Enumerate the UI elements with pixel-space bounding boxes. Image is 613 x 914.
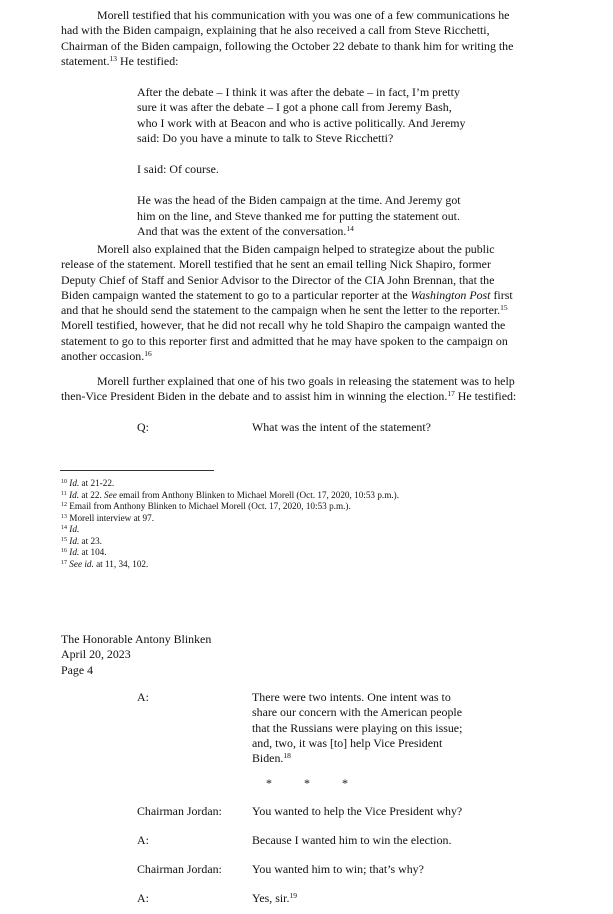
quote-line [137, 224, 465, 239]
footnote [61, 490, 399, 502]
testimony-text: You wanted to help the Vice President why? [252, 804, 463, 818]
testimony-text: Because I wanted him to win the election. [252, 833, 452, 847]
text-span: Yes, sir. [252, 891, 290, 905]
citation-text: at 21-22. [79, 478, 115, 488]
text-span: then-Vice President Biden in the debate and to assist him in winning the election. [61, 389, 448, 404]
letter-date: April 20, 2023 [61, 647, 131, 662]
text-line [61, 54, 513, 69]
footnote [61, 536, 399, 548]
page-number: Page 4 [61, 662, 94, 677]
speaker-label: A: [137, 690, 149, 704]
text-span: Biden. [252, 751, 284, 766]
omission-stars [250, 774, 364, 792]
quote-line: After the debate – I think it was after the debate – in fact, I’m pretty [137, 85, 460, 99]
text-line: Deputy Chief of Staff and Senior Advisor to the Director of the CIA John Brennan, that the [61, 272, 495, 287]
footnote [61, 513, 399, 525]
text-line: Morell further explained that one of his two goals in releasing the statement was to help [97, 374, 515, 388]
paragraph-intent-goals [61, 374, 516, 405]
quote-line: who I work with at Beacon and who is active politically. And Jeremy [137, 115, 466, 130]
text-line [61, 288, 513, 303]
text-span: And that was the extent of the conversation. [137, 224, 347, 239]
star: * [266, 776, 272, 790]
text-span: another occasion. [61, 349, 145, 364]
text-line: Morell testified that his communication with you was one of a few communications he [97, 8, 510, 22]
citation-text: at 104. [79, 547, 107, 557]
testimony-text [252, 690, 462, 766]
paragraph-campaign-strategy [61, 242, 513, 364]
star: * [304, 776, 310, 790]
footnote [61, 547, 399, 559]
footnote-number: 15 [61, 536, 67, 543]
text-line [61, 389, 516, 404]
text-line [61, 303, 513, 318]
citation-em: Id. [69, 547, 80, 557]
speaker-label: A: [137, 833, 149, 847]
answer-line [252, 751, 462, 766]
text-line: Morell also explained that the Biden campaign helped to strategize about the public [97, 242, 495, 256]
citation-em: See id. [69, 558, 94, 569]
footnote-ref: 13 [109, 53, 118, 63]
quote-line: said: Do you have a minute to talk to Steve Ricchetti? [137, 130, 394, 145]
citation-text: at 22. [79, 489, 105, 500]
page-header [61, 632, 211, 678]
footnote-number: 16 [61, 548, 67, 554]
text-line: had with the Biden campaign, explaining that he also received a call from Steve Ricchetti, [61, 23, 490, 38]
citation-text: Morell interview at 97. [69, 512, 155, 523]
footnote-ref: 18 [283, 751, 291, 761]
footnote-ref: 19 [289, 891, 297, 900]
footnote-number: 11 [61, 490, 67, 497]
footnote-ref: 15 [500, 303, 508, 313]
answer-line: and, two, it was [to] help Vice President [252, 735, 443, 750]
footnote-ref: 17 [447, 389, 455, 399]
footnotes [61, 478, 399, 570]
footnote [61, 501, 399, 513]
speaker-label: A: [137, 891, 149, 905]
answer-line: There were two intents. One intent was to [252, 690, 451, 704]
footnote-number: 10 [61, 479, 67, 485]
text-span: and that he should send the statement to the campaign when he sent the letter to the reporter. [61, 303, 501, 318]
footnote-number: 12 [61, 502, 67, 508]
quote-line: I said: Of course. [137, 162, 219, 177]
block-quote-testimony [137, 85, 465, 239]
recipient: The Honorable Antony Blinken [61, 632, 212, 646]
paragraph-morell-communication [61, 8, 513, 69]
footnote-ref: 16 [144, 349, 152, 359]
citation-text: at 23. [79, 535, 102, 546]
speaker-label: Chairman Jordan: [137, 862, 222, 876]
quote-line: He was the head of the Biden campaign at the time. And Jeremy got [137, 193, 461, 208]
footnote [61, 478, 399, 490]
text-line: statement to go to this reporter first and admitted that he may have spoken to the campaign on [61, 333, 508, 348]
testimony-text [252, 891, 297, 906]
citation-em: Id. [69, 535, 80, 546]
star: * [342, 776, 348, 790]
text-span: He testified: [117, 53, 179, 68]
speaker-label: Chairman Jordan: [137, 804, 222, 818]
citation-em: See [104, 489, 117, 500]
answer-line: that the Russians were playing on this issue; [252, 720, 463, 735]
text-line [61, 349, 513, 364]
citation-em: Id. [69, 489, 80, 500]
footnote-number: 13 [61, 513, 67, 520]
text-line: release of the statement. Morell testified that he sent an email telling Nick Shapiro, former [61, 257, 491, 272]
footnote-number: 14 [61, 525, 67, 531]
citation-text: email from Anthony Blinken to Michael Morell (Oct. 17, 2020, 10:53 p.m.). [116, 489, 400, 500]
quote-line: him on the line, and Steve thanked me for putting the statement out. [137, 208, 460, 223]
citation-text: Email from Anthony Blinken to Michael Morell (Oct. 17, 2020, 10:53 p.m.). [69, 501, 351, 511]
text-line: Morell testified, however, that he did not recall why he told Shapiro the campaign wanted the [61, 318, 506, 333]
footnote-number: 17 [61, 559, 67, 566]
footnote [61, 559, 399, 571]
quote-line: sure it was after the debate – I got a phone call from Jeremy Bash, [137, 100, 452, 115]
text-span: statement. [61, 53, 110, 68]
publication-name: Washington Post [410, 287, 491, 302]
text-span: He testified: [454, 389, 517, 404]
citation-em: Id. [69, 478, 80, 488]
footnote [61, 524, 399, 536]
testimony-text: You wanted him to win; that’s why? [252, 862, 424, 876]
footnote-ref: 14 [346, 224, 354, 234]
answer-line: share our concern with the American people [252, 705, 462, 720]
footnote-divider [60, 470, 214, 471]
text-span: first [490, 287, 513, 302]
testimony-text: What was the intent of the statement? [252, 420, 431, 434]
text-span: Biden campaign wanted the statement to go to a particular reporter at the [61, 287, 411, 302]
text-line: Chairman of the Biden campaign, following the October 22 debate to thank him for writing the [61, 38, 514, 53]
citation-em: Id. [69, 524, 80, 534]
citation-text: at 11, 34, 102. [93, 558, 149, 569]
speaker-label: Q: [137, 420, 149, 434]
